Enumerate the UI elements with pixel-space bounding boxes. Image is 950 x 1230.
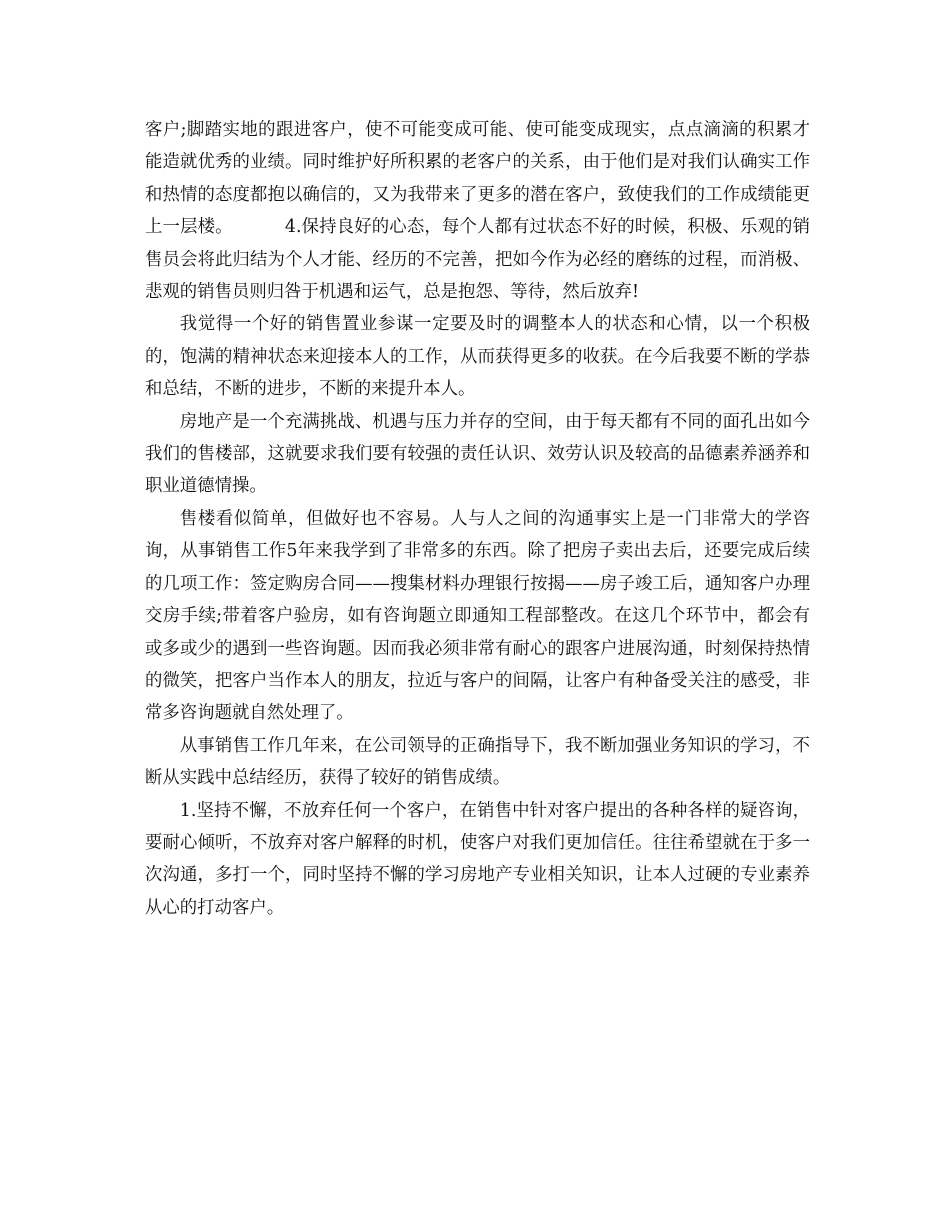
paragraph-6: 1.坚持不懈，不放弃任何一个客户，在销售中针对客户提出的各种各样的疑咨询，要耐心倾听，不放弃对客户解释的时机，使客户对我们更加信任。往往希望就在于多一次沟通，多打一个，同时坚持不懈的学习房地产专业相关知识，让本人过硬的专业素养从心的打动客户。 [145, 800, 810, 918]
paragraph-3: 房地产是一个充满挑战、机遇与压力并存的空间，由于每天都有不同的面孔出如今我们的售楼部，这就要求我们要有较强的责任认识、效劳认识及较高的品德素养涵养和职业道德情操。 [145, 411, 810, 497]
paragraph-1-tail: 4.保持良好的心态，每个人都有过状态不好的时候，积极、乐观的销售员会将此归结为个人才能、经历的不完善，把如今作为必经的磨练的过程，而消极、悲观的销售员则归咎于机遇和运气，总是抱怨、等待，然后放弃! [145, 217, 810, 303]
paragraph-5: 从事销售工作几年来，在公司领导的正确指导下，我不断加强业务知识的学习，不断从实践中总结经历，获得了较好的销售成绩。 [145, 735, 810, 789]
paragraph-2: 我觉得一个好的销售置业参谋一定要及时的调整本人的状态和心情，以一个积极的，饱满的精神状态来迎接本人的工作，从而获得更多的收获。在今后我要不断的学恭和总结，不断的进步，不断的来提升本人。 [145, 314, 810, 400]
paragraph-1 [145, 114, 810, 308]
paragraph-4: 售楼看似简单，但做好也不容易。人与人之间的沟通事实上是一门非常大的学咨询，从事销售工作5年来我学到了非常多的东西。除了把房子卖出去后，还要完成后续的几项工作：签定购房合同——搜集材料办理银行按揭——房子竣工后，通知客户办理交房手续;带着客户验房，如有咨询题立即通知工程部整改。在这几个环节中，都会有或多或少的遇到一些咨询题。因而我必须非常有耐心的跟客户进展沟通，时刻保持热情的微笑，把客户当作本人的朋友，拉近与客户的间隔，让客户有种备受关注的感受，非常多咨询题就自然处理了。 [145, 508, 810, 724]
document-body [145, 114, 810, 924]
paragraph-1-text: 客户;脚踏实地的跟进客户，使不可能变成可能、使可能变成现实，点点滴滴的积累才能造就优秀的业绩。同时维护好所积累的老客户的关系，由于他们是对我们认确实工作和热情的态度都抱以确信的，又为我带来了更多的潜在客户，致使我们的工作成绩能更上一层楼。 [145, 120, 810, 238]
